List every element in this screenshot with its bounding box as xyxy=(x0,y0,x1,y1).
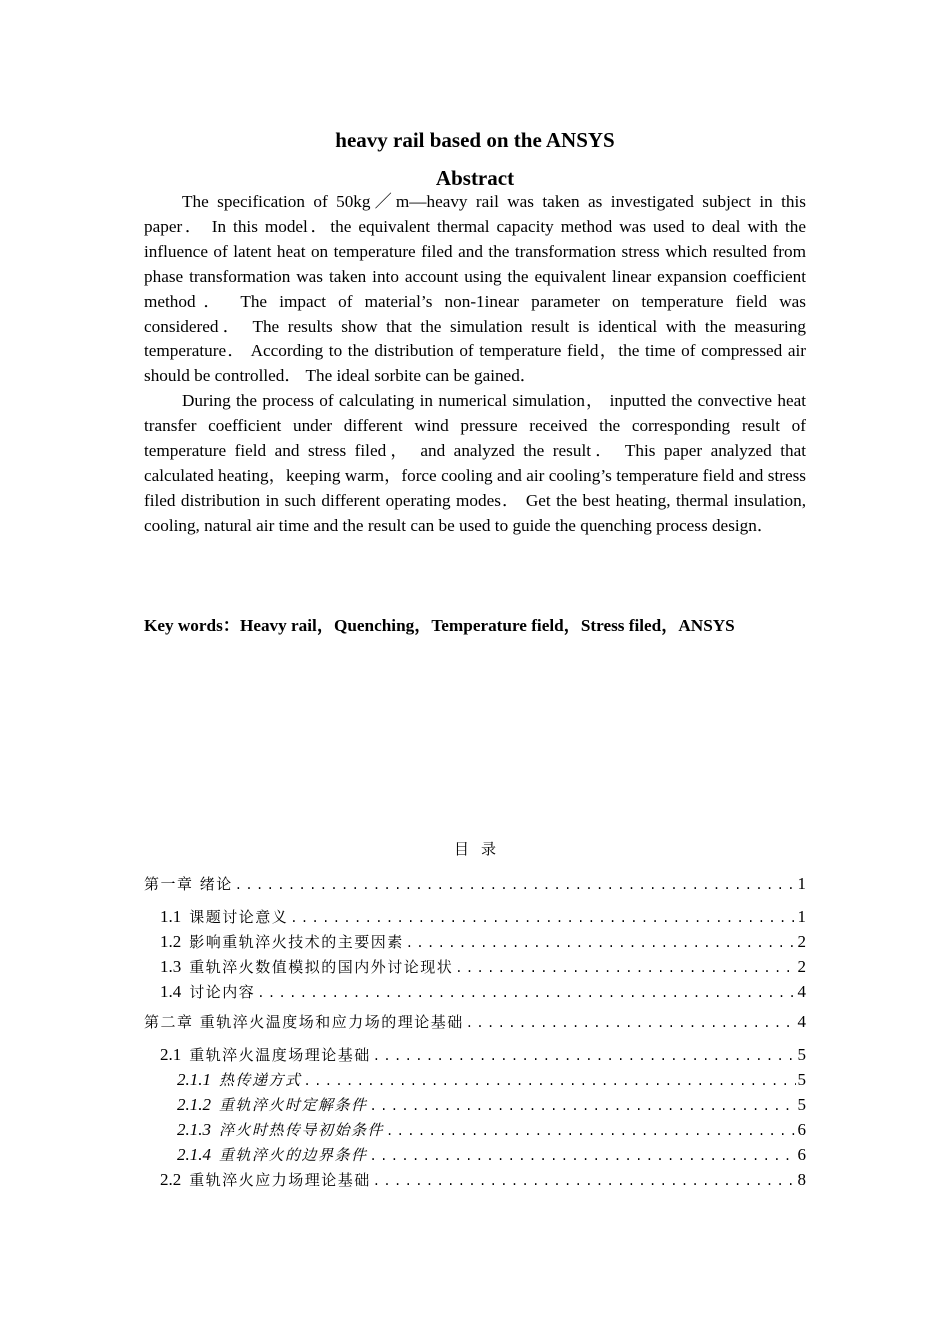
toc-title: 目录 xyxy=(453,840,508,858)
dot-leader xyxy=(386,1119,795,1144)
toc-entry-number: 1.2 xyxy=(160,932,182,951)
toc-entry-page: 2 xyxy=(797,957,806,976)
dot-leader xyxy=(235,871,796,899)
toc-entry-page: 5 xyxy=(797,1095,806,1114)
toc-entry[interactable] xyxy=(144,1142,806,1167)
dot-leader xyxy=(290,906,795,931)
toc-entry[interactable] xyxy=(144,929,806,954)
toc-entry-page: 1 xyxy=(797,874,806,893)
keywords-line xyxy=(144,613,806,638)
toc-entry[interactable] xyxy=(144,1008,806,1042)
toc-entry-page: 5 xyxy=(797,1070,806,1089)
toc-entry-page: 4 xyxy=(797,982,806,1001)
dot-leader xyxy=(370,1144,796,1169)
toc-entry-title: 课题讨论意义 xyxy=(189,908,289,926)
toc-entry[interactable] xyxy=(144,1067,806,1092)
toc-entry-title: 讨论内容 xyxy=(189,983,256,1001)
toc-entry-number: 2.1.4 xyxy=(177,1145,211,1164)
toc-entry[interactable] xyxy=(144,979,806,1004)
table-of-contents xyxy=(144,870,806,1192)
toc-entry[interactable] xyxy=(144,904,806,929)
toc-entry-number: 2.1.1 xyxy=(177,1070,211,1089)
toc-entry-page: 4 xyxy=(797,1012,806,1031)
toc-entry-title: 重轨淬火应力场理论基础 xyxy=(189,1171,371,1189)
toc-entry-title: 重轨淬火温度场理论基础 xyxy=(189,1046,371,1064)
toc-entry-number: 2.1 xyxy=(160,1045,182,1064)
toc-entry-page: 8 xyxy=(797,1170,806,1189)
toc-entry[interactable] xyxy=(144,1117,806,1142)
toc-entry[interactable] xyxy=(144,870,806,904)
keywords-label: Key words： xyxy=(144,616,240,635)
toc-entry-page: 1 xyxy=(797,907,806,926)
toc-entry-page: 6 xyxy=(797,1120,806,1139)
dot-leader xyxy=(373,1169,796,1194)
toc-entry-title: 淬火时热传导初始条件 xyxy=(219,1121,385,1139)
toc-entry-title: 重轨淬火的边界条件 xyxy=(219,1146,368,1164)
toc-entry[interactable] xyxy=(144,1167,806,1192)
keywords-text: Heavy rail，Quenching，Temperature field，Stress filed，ANSYS xyxy=(239,616,735,635)
toc-entry[interactable] xyxy=(144,1042,806,1067)
abstract-body xyxy=(144,190,806,539)
toc-entry[interactable] xyxy=(144,1092,806,1117)
dot-leader xyxy=(455,956,795,981)
toc-entry-title: 影响重轨淬火技术的主要因素 xyxy=(189,933,404,951)
dot-leader xyxy=(257,981,795,1006)
toc-entry-number: 1.3 xyxy=(160,957,182,976)
dot-leader xyxy=(466,1009,796,1037)
toc-entry-page: 5 xyxy=(797,1045,806,1064)
toc-entry-title: 重轨淬火时定解条件 xyxy=(219,1096,368,1114)
dot-leader xyxy=(406,931,796,956)
toc-entry-number: 1.4 xyxy=(160,982,182,1001)
toc-entry[interactable] xyxy=(144,954,806,979)
abstract-paragraph-2: During the process of calculating in numerical simulation， inputted the convective heat transfer coefficient under different wind pressure received the corresponding result of temperature field and stress filed， and analyzed the result． This paper analyzed that calculated heating，keeping warm，force cooling and air cooling’s temperature field and stress filed distribution in such different operating modes． Get the best heating, thermal insulation, cooling, natural air time and the result can be used to guide the quenching process design． xyxy=(144,391,806,535)
toc-entry-number: 2.1.2 xyxy=(177,1095,211,1114)
toc-entry-title: 第一章 绪论 xyxy=(144,875,233,893)
abstract-heading: Abstract xyxy=(435,166,515,190)
toc-entry-title: 重轨淬火数值模拟的国内外讨论现状 xyxy=(189,958,454,976)
toc-entry-number: 2.2 xyxy=(160,1170,182,1189)
dot-leader xyxy=(304,1069,796,1094)
dot-leader xyxy=(373,1044,796,1069)
dot-leader xyxy=(370,1094,796,1119)
document-title: heavy rail based on the ANSYS xyxy=(335,128,615,152)
toc-entry-title: 第二章 重轨淬火温度场和应力场的理论基础 xyxy=(144,1013,464,1031)
toc-entry-page: 2 xyxy=(797,932,806,951)
toc-entry-page: 6 xyxy=(797,1145,806,1164)
toc-entry-title: 热传递方式 xyxy=(219,1071,302,1089)
abstract-paragraph-1: The specification of 50kg／m—heavy rail was taken as investigated subject in this paper． In this model．the equivalent thermal capacity method was used to deal with the influence of latent heat on temperature filed and the transformation stress which resulted from phase transformation was taken into account using the equivalent linear expansion coefficient method． The impact of material’s non-1inear parameter on temperature field was considered． The results show that the simulation result is identical with the measuring temperature． According to the distribution of temperature field，the time of compressed air should be controlled． The ideal sorbite can be gained． xyxy=(144,192,806,386)
toc-entry-number: 2.1.3 xyxy=(177,1120,211,1139)
toc-entry-number: 1.1 xyxy=(160,907,182,926)
